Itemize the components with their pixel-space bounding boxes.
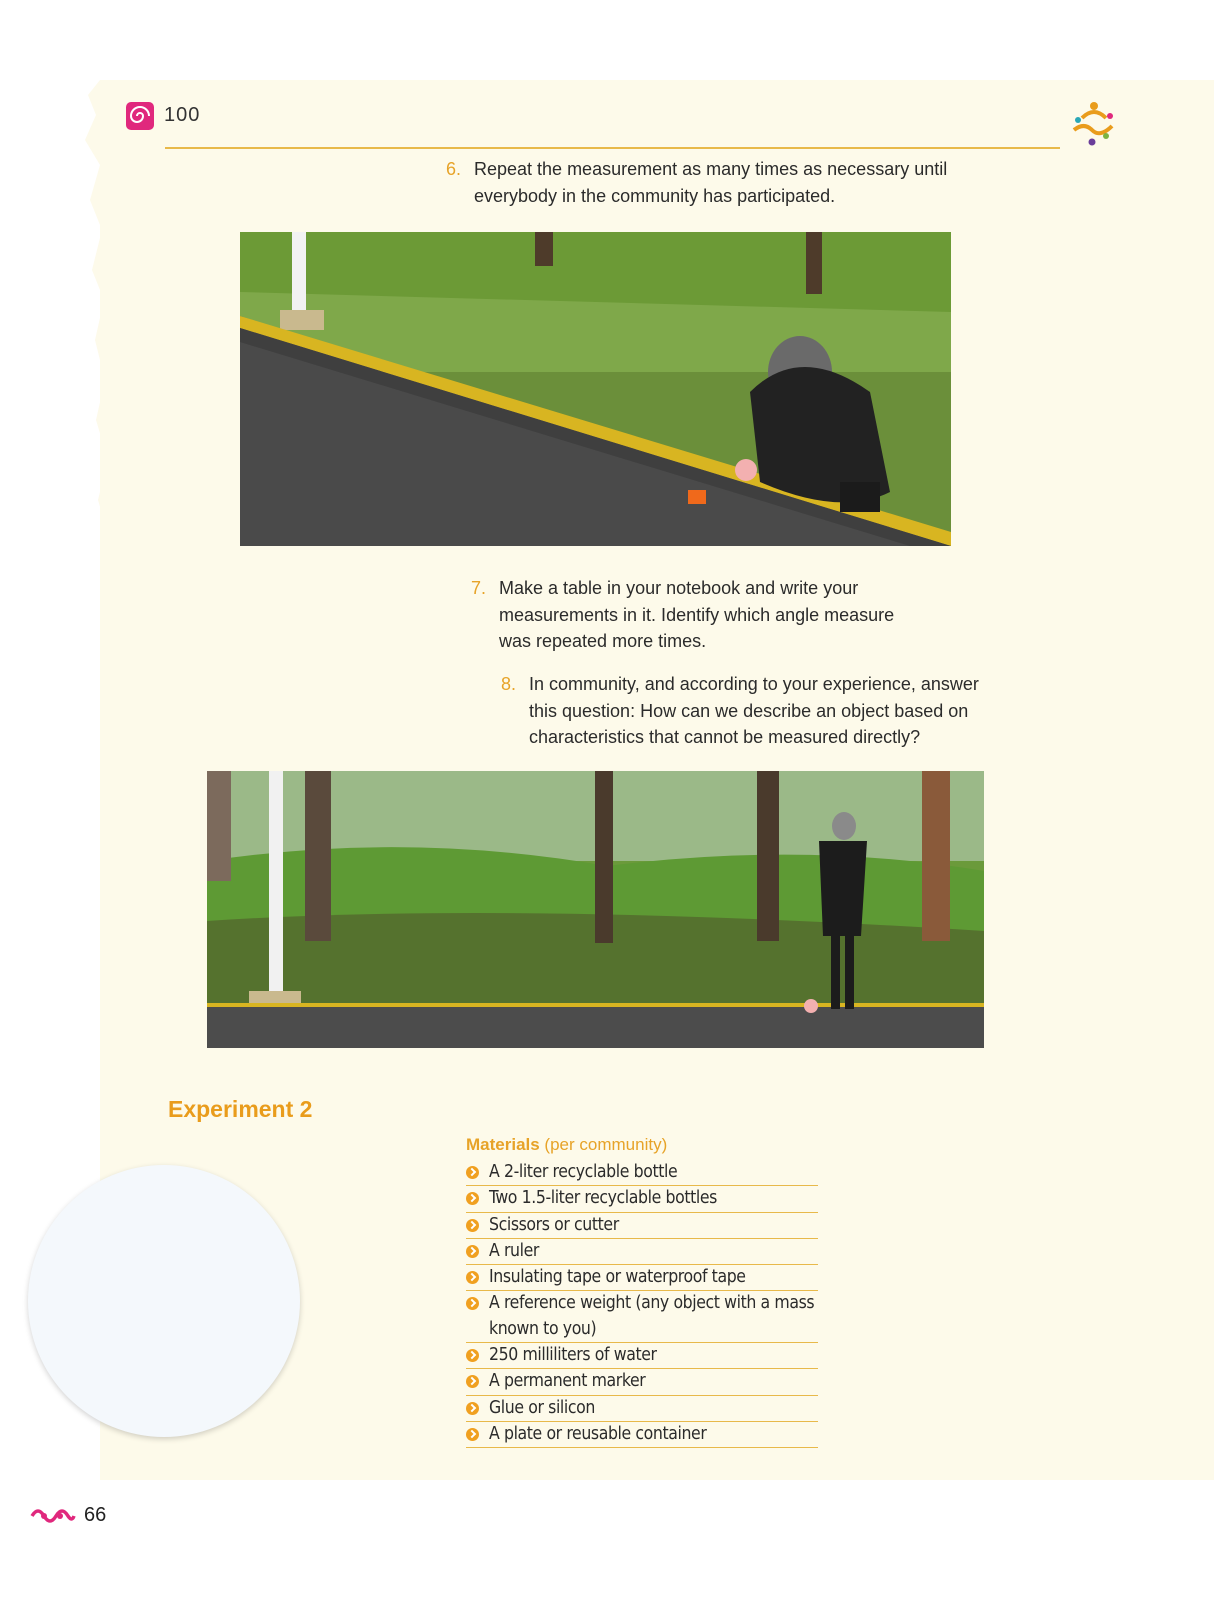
photo-observer-in-park [207, 771, 984, 1048]
blank-circle-sticker [28, 1165, 300, 1437]
list-item-label: A 2-liter recyclable bottle [489, 1162, 678, 1182]
list-item-label: 250 milliliters of water [489, 1345, 657, 1366]
list-item [466, 1160, 818, 1186]
list-item-label: Insulating tape or waterproof tape [489, 1267, 746, 1288]
list-item [466, 1343, 818, 1369]
list-item [466, 1422, 818, 1448]
list-item [466, 1265, 818, 1291]
list-item [466, 1396, 818, 1422]
list-item [466, 1369, 818, 1395]
step-7-number: 7. [471, 578, 487, 598]
list-item-label: A reference weight (any object with a mass known to you) [489, 1293, 815, 1339]
list-item [466, 1291, 818, 1343]
photo-measuring-tape [240, 232, 951, 546]
list-item [466, 1213, 818, 1239]
step-8-number: 8. [501, 674, 517, 694]
check-bullet-icon [466, 1271, 479, 1284]
check-bullet-icon [466, 1192, 479, 1205]
check-bullet-icon [466, 1297, 479, 1310]
check-bullet-icon [466, 1245, 479, 1258]
step-6-number: 6. [446, 159, 462, 179]
section-title: Experiment 2 [168, 1096, 313, 1122]
community-figures-icon [1068, 100, 1118, 148]
materials-list [466, 1160, 818, 1448]
check-bullet-icon [466, 1428, 479, 1441]
check-bullet-icon [466, 1375, 479, 1388]
list-item-label: A ruler [489, 1240, 539, 1261]
footer-ornament-icon [30, 1504, 76, 1528]
materials-heading-rest: (per community) [539, 1135, 668, 1154]
list-item-label: A permanent marker [489, 1371, 646, 1392]
check-bullet-icon [466, 1166, 479, 1179]
check-bullet-icon [466, 1219, 479, 1232]
check-bullet-icon [466, 1349, 479, 1362]
list-item-label: Scissors or cutter [489, 1214, 619, 1235]
header-rule [165, 147, 1060, 149]
step-6-text: Repeat the measurement as many times as necessary until everybody in the community has participated. [474, 159, 948, 206]
step-7-text: Make a table in your notebook and write your measurements in it. Identify which angle measure was repeated more times. [499, 578, 895, 651]
step-8 [501, 671, 1006, 751]
list-item [466, 1186, 818, 1212]
step-8-text: In community, and according to your experience, answer this question: How can we describe an object based on characteristics that cannot be measured directly? [529, 674, 979, 747]
spiral-logo-icon [125, 101, 155, 131]
page-number: 66 [84, 1504, 107, 1526]
list-item-label: Two 1.5-liter recyclable bottles [489, 1188, 717, 1209]
header-number: 100 [164, 104, 201, 126]
materials-heading [466, 1135, 667, 1155]
step-6 [446, 156, 1006, 209]
materials-heading-bold: Materials [466, 1135, 540, 1154]
check-bullet-icon [466, 1402, 479, 1415]
list-item [466, 1239, 818, 1265]
list-item-label: Glue or silicon [489, 1397, 595, 1418]
step-7 [471, 575, 931, 655]
list-item-label: A plate or reusable container [489, 1423, 707, 1444]
